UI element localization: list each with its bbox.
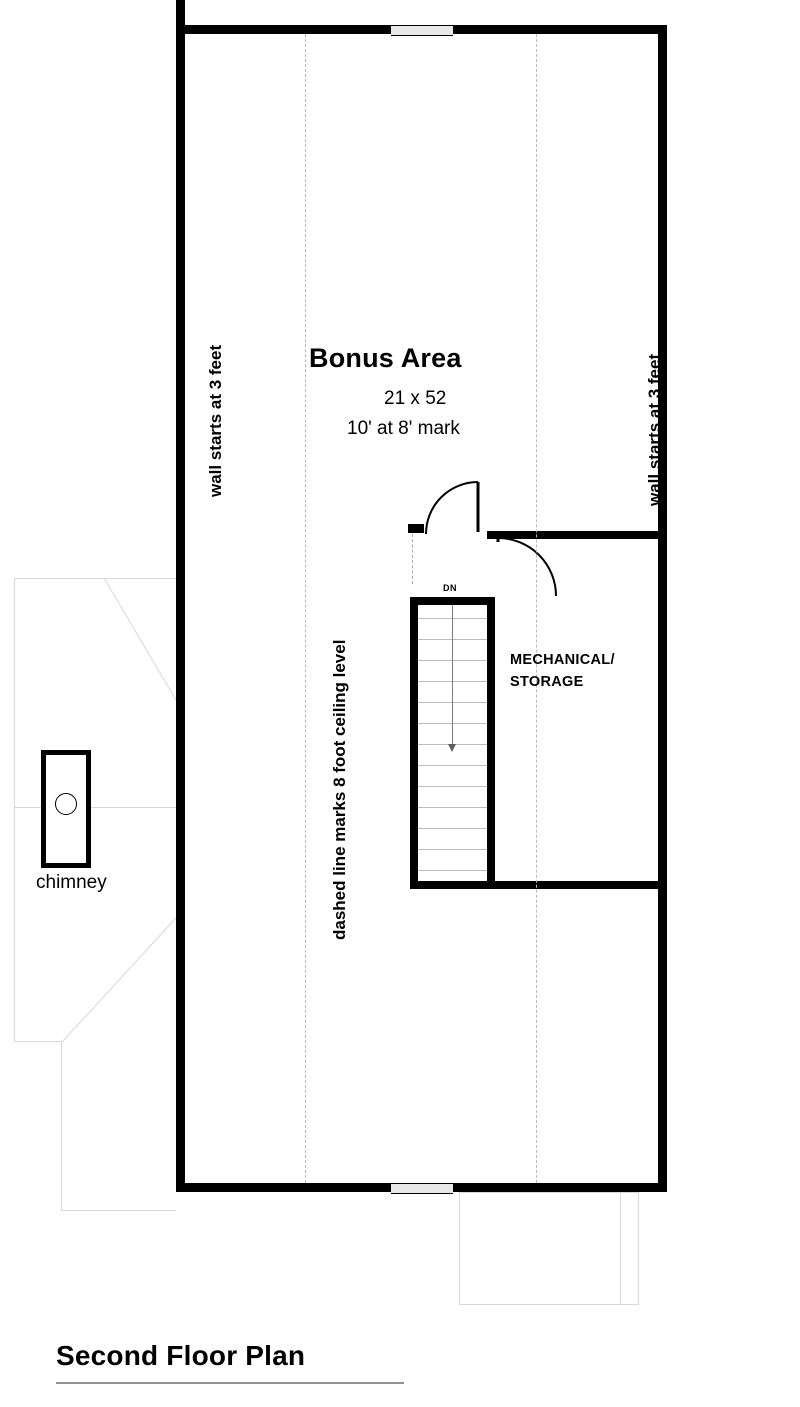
eave-outline <box>61 1210 176 1211</box>
stair-direction-arrow <box>448 744 456 752</box>
exterior-wall-left <box>176 0 185 1192</box>
wall-starts-left-label: wall starts at 3 feet <box>206 344 225 497</box>
window-top <box>391 25 453 36</box>
ceiling-line-left <box>305 34 306 1183</box>
stair-direction-label: DN <box>443 583 457 593</box>
lower-outline <box>459 1192 639 1193</box>
stair-wall-right <box>487 597 495 889</box>
title-underline <box>56 1382 404 1384</box>
chimney-flue <box>55 793 77 815</box>
bonus-area-title: Bonus Area <box>309 343 462 373</box>
door-swing-mechanical <box>488 530 568 602</box>
bonus-area-note: 10' at 8' mark <box>347 418 460 439</box>
roof-hip-lines <box>0 560 200 1060</box>
chimney-label: chimney <box>36 872 107 893</box>
bonus-area-dimensions: 21 x 52 <box>384 388 447 409</box>
mechanical-storage-line2: STORAGE <box>510 674 584 690</box>
exterior-wall-right-lower <box>658 534 667 1192</box>
stair-wall-bottom <box>410 881 495 889</box>
eave-outline <box>61 1041 62 1211</box>
ceiling-line-right <box>536 34 537 1183</box>
lower-outline <box>620 1192 621 1305</box>
stair-direction-line <box>452 605 453 745</box>
window-bottom <box>391 1183 453 1194</box>
stair-wall-top <box>410 597 495 605</box>
dashed-jamb <box>412 534 413 584</box>
lower-outline <box>638 1192 639 1305</box>
lower-outline <box>459 1192 460 1305</box>
mechanical-wall-bottom <box>495 881 662 889</box>
wall-starts-right-label: wall starts at 3 feet <box>645 353 664 506</box>
page-title: Second Floor Plan <box>56 1340 306 1371</box>
lower-outline <box>459 1304 639 1305</box>
dashed-line-note: dashed line marks 8 foot ceiling level <box>330 639 349 940</box>
door-swing-bonus <box>414 470 494 540</box>
stair-wall-left <box>410 597 418 889</box>
eave-outline <box>104 578 176 579</box>
mechanical-storage-line1: MECHANICAL/ <box>510 652 615 668</box>
